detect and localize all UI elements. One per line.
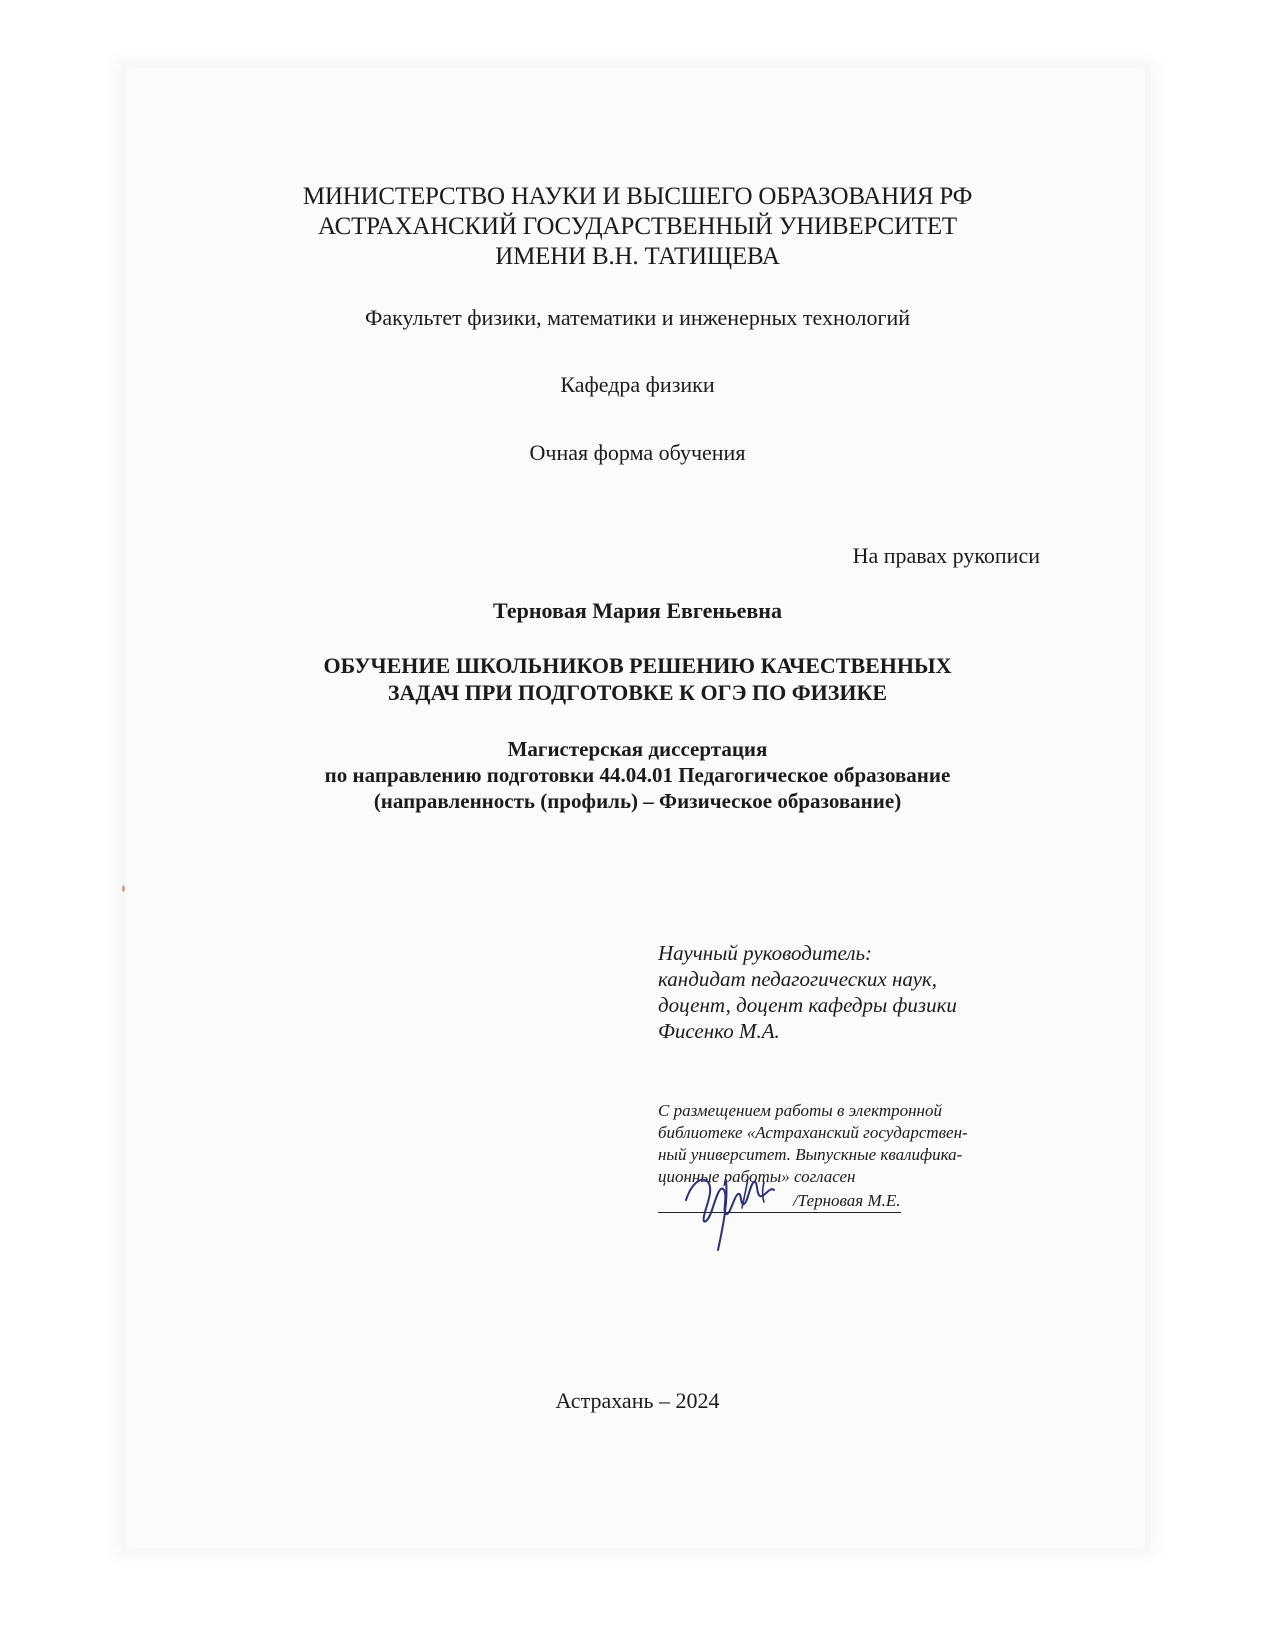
department-name: Кафедра физики [560,372,715,397]
title-line: ОБУЧЕНИЕ ШКОЛЬНИКОВ РЕШЕНИЮ КАЧЕСТВЕННЫХ [323,653,952,678]
thesis-type-line: Магистерская диссертация [507,737,768,761]
signature-blank [658,1194,793,1213]
university-name-line: ИМЕНИ В.Н. ТАТИЩЕВА [495,243,780,270]
title-line: ЗАДАЧ ПРИ ПОДГОТОВКЕ К ОГЭ ПО ФИЗИКЕ [387,680,888,705]
study-form: Очная форма обучения [529,440,746,465]
supervisor-position: доцент, доцент кафедры физики [658,993,957,1017]
scan-artifact [122,885,125,892]
supervisor-name: Фисенко М.А. [658,1019,780,1043]
university-line: АСТРАХАНСКИЙ ГОСУДАРСТВЕННЫЙ УНИВЕРСИТЕТ [317,213,958,240]
rights-note: На правах рукописи [852,543,1040,568]
direction-line: по направлению подготовки 44.04.01 Педагогическое образование [324,763,951,787]
ministry-line: МИНИСТЕРСТВО НАУКИ И ВЫСШЕГО ОБРАЗОВАНИЯ РФ [302,183,973,210]
supervisor-label: Научный руководитель: [658,941,873,965]
thesis-title [0,652,1275,706]
supervisor-degree: кандидат педагогических наук, [658,967,937,991]
consent-line: ционные работы» согласен [658,1167,856,1186]
consent-block [658,1100,1038,1212]
consent-line: библиотеке «Астраханский государствен- [658,1123,968,1142]
consent-line: ный университет. Выпускные квалифика- [658,1145,963,1164]
city-year: Астрахань – 2024 [555,1388,720,1413]
author-name: Терновая Мария Евгеньевна [493,598,782,623]
consent-line: С размещением работы в электронной [658,1101,942,1120]
faculty-name: Факультет физики, математики и инженерных технологий [364,305,911,330]
signer-name: /Терновая М.Е. [793,1190,901,1213]
signature-line [658,1190,1038,1212]
ministry-header [0,182,1275,272]
supervisor-block [658,940,1018,1044]
thesis-type [0,736,1275,814]
profile-line: (направленность (профиль) – Физическое образование) [373,789,902,813]
